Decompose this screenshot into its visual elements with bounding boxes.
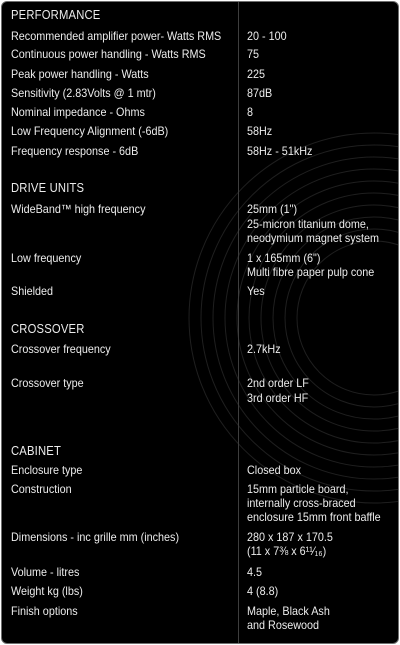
spec-value-line: Multi fibre paper pulp cone	[247, 265, 375, 279]
spec-value: 2.7kHz	[247, 342, 281, 356]
section-heading-drive-units: DRIVE UNITS	[11, 181, 85, 195]
spec-label: Continuous power handling - Watts RMS	[11, 47, 206, 61]
spec-label: Low Frequency Alignment (-6dB)	[11, 124, 169, 138]
spec-value: 225	[247, 67, 266, 81]
spec-label: Nominal impedance - Ohms	[11, 105, 145, 119]
spec-value: 75	[247, 47, 260, 61]
spec-label: Shielded	[11, 284, 54, 298]
spec-label: Peak power handling - Watts	[11, 67, 149, 81]
spec-label: WideBand™ high frequency	[11, 202, 146, 216]
spec-value: Closed box	[247, 463, 302, 477]
spec-label: Recommended amplifier power- Watts RMS	[11, 29, 222, 43]
spec-value-line: enclosure 15mm front baffle	[247, 510, 381, 524]
spec-value-line: 15mm particle board,	[247, 482, 349, 496]
spec-label: Enclosure type	[11, 463, 83, 477]
spec-label: Dimensions - inc grille mm (inches)	[11, 530, 180, 544]
spec-label: Frequency response - 6dB	[11, 144, 139, 158]
section-heading-performance: PERFORMANCE	[11, 8, 101, 22]
spec-value-line: 280 x 187 x 170.5	[247, 530, 333, 544]
spec-panel	[1, 1, 399, 644]
spec-value-line: neodymium magnet system	[247, 231, 380, 245]
spec-value-line: 3rd order HF	[247, 391, 309, 405]
spec-value-line: and Rosewood	[247, 618, 320, 632]
spec-label: Volume - litres	[11, 565, 80, 579]
spec-value: 4 (8.8)	[247, 584, 279, 598]
column-divider	[238, 2, 239, 643]
spec-value: 87dB	[247, 86, 273, 100]
spec-label: Low frequency	[11, 251, 82, 265]
spec-label: Crossover frequency	[11, 342, 111, 356]
spec-value: 58Hz - 51kHz	[247, 144, 313, 158]
spec-label: Weight kg (lbs)	[11, 584, 83, 598]
spec-value-line: (11 x 7⅜ x 6¹¹⁄₁₆)	[247, 544, 327, 558]
spec-value: 4.5	[247, 565, 263, 579]
spec-value: 8	[247, 105, 254, 119]
spec-value-line: Maple, Black Ash	[247, 604, 330, 618]
spec-value: 20 - 100	[247, 29, 287, 43]
spec-label: Sensitivity (2.83Volts @ 1 mtr)	[11, 86, 156, 100]
spec-label: Construction	[11, 482, 72, 496]
spec-value-line: 2nd order LF	[247, 376, 309, 390]
spec-label: Finish options	[11, 604, 78, 618]
section-heading-crossover: CROSSOVER	[11, 322, 85, 336]
spec-value: 58Hz	[247, 124, 273, 138]
section-heading-cabinet: CABINET	[11, 444, 62, 458]
spec-value-line: internally cross-braced	[247, 496, 356, 510]
spec-value-line: 25mm (1")	[247, 202, 298, 216]
spec-value-line: 25-micron titanium dome,	[247, 217, 369, 231]
spec-value: Yes	[247, 284, 265, 298]
spec-label: Crossover type	[11, 376, 84, 390]
spec-value-line: 1 x 165mm (6")	[247, 251, 321, 265]
